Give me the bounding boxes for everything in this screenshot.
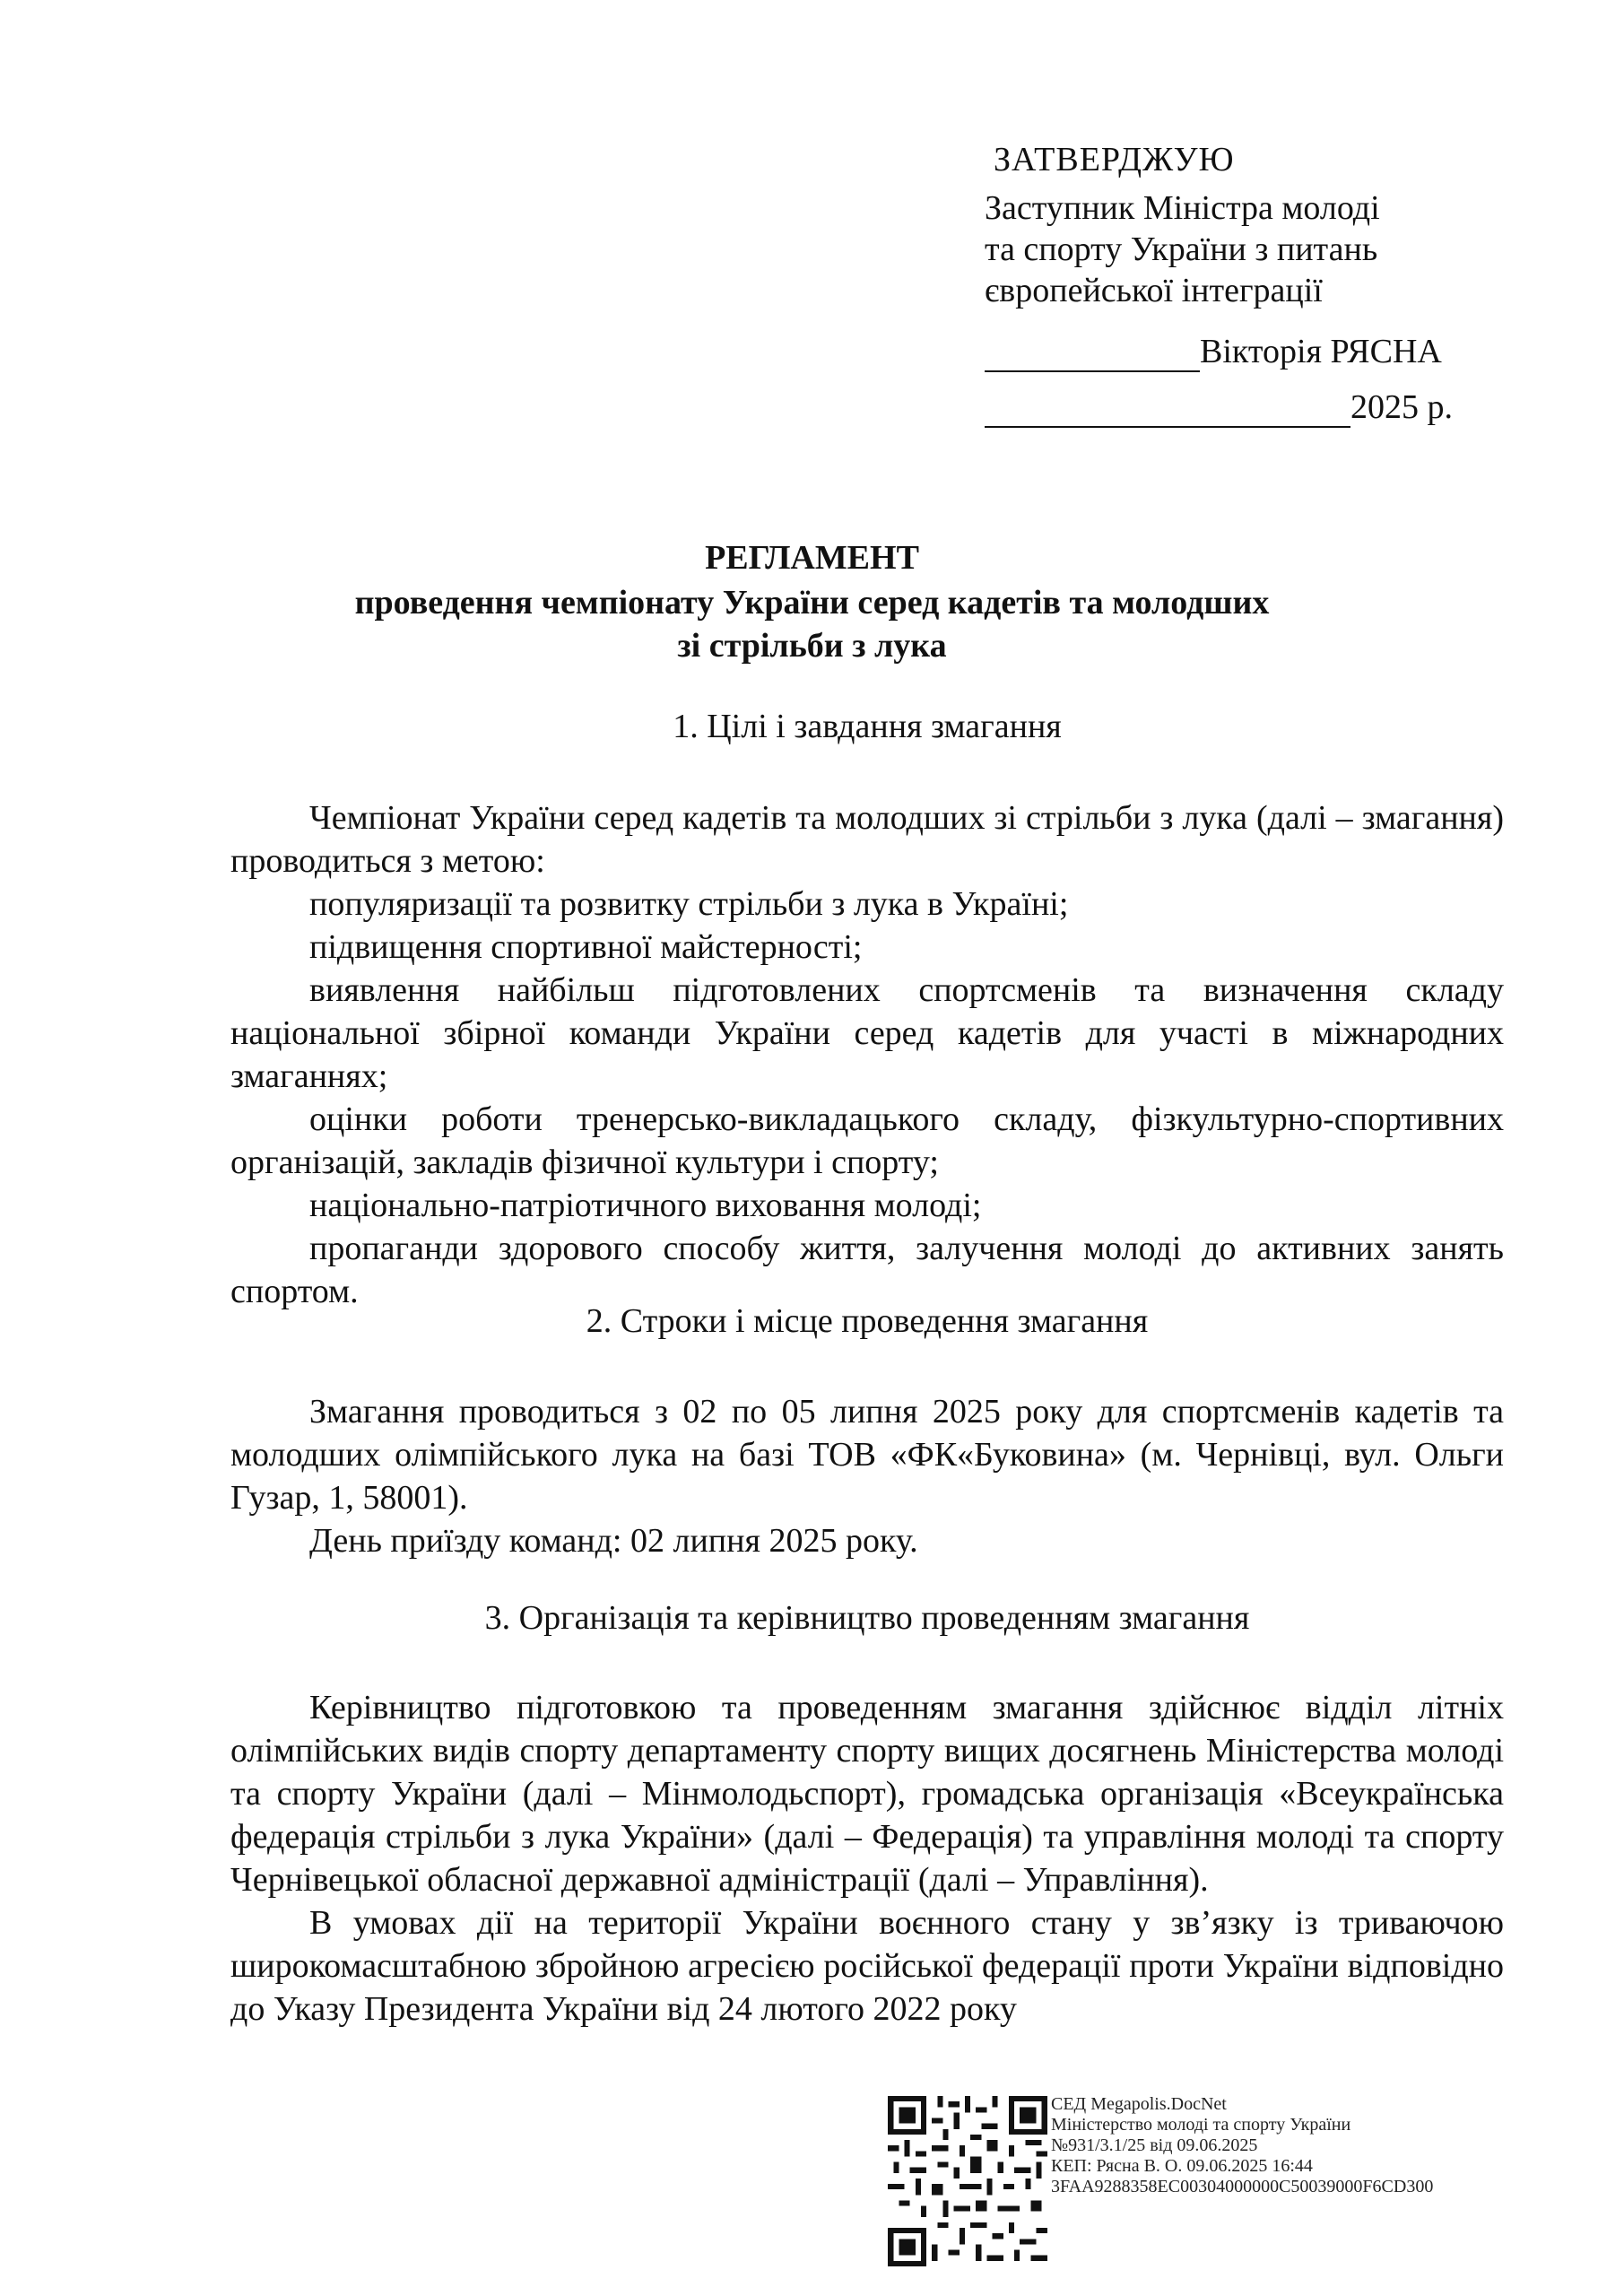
section2-heading: 2. Строки і місце проведення змагання	[586, 1302, 1149, 1340]
signature-line	[985, 331, 1559, 372]
section2-para1: Змагання проводиться з 02 по 05 липня 2025 року для спортсменів кадетів та молодших олімпійського лука на базі ТОВ «ФК«Буковина» (м. Чернівці, вул. Ольги Гузар, 1, 58001).	[230, 1393, 1504, 1517]
edms-signature: КЕП: Рясна В. О. 09.06.2025 16:44	[1051, 2156, 1313, 2176]
edms-certificate-id: 3FAA9288358EC00304000000C50039000F6CD300	[1051, 2177, 1434, 2196]
qr-code-icon	[888, 2096, 1047, 2266]
approval-block	[985, 139, 1559, 428]
section1-item4: оцінки роботи тренерсько-викладацького складу, фізкультурно-спортивних організацій, закладів фізичної культури і спорту;	[230, 1100, 1504, 1181]
section1-item1: популяризації та розвитку стрільби з лука в Україні;	[309, 885, 1069, 923]
signature-blank	[985, 338, 1200, 372]
edms-stamp	[888, 2094, 1533, 2274]
section3-body	[230, 1686, 1504, 2031]
signatory-name: Вікторія РЯСНА	[1200, 333, 1442, 370]
section1-item5: національно-патріотичного виховання молоді;	[309, 1187, 982, 1224]
title-heading: РЕГЛАМЕНТ	[705, 539, 919, 577]
section2-para2: День приїзду команд: 02 липня 2025 року.	[309, 1522, 918, 1560]
date-blank	[985, 394, 1350, 428]
section1-body	[230, 796, 1504, 1313]
approver-position-line1: Заступник Міністра молоді	[985, 189, 1380, 227]
edms-organization: Міністерство молоді та спорту України	[1051, 2115, 1351, 2135]
approval-stamp: ЗАТВЕРДЖУЮ	[994, 141, 1235, 178]
document-title	[0, 536, 1624, 667]
section1-item6: пропаганди здорового способу життя, залучення молоді до активних занять спортом.	[230, 1230, 1504, 1310]
section3-para1: Керівництво підготовкою та проведенням змагання здійснює відділ літніх олімпійських видів спорту департаменту спорту вищих досягнень Міністерства молоді та спорту України (далі – Мінмолодьспорт), громадська організація «Всеукраїнська федерація стрільби з лука України» (далі – Федерація) та управління молоді та спорту Чернівецької обласної державної адміністрації (далі – Управління).	[230, 1689, 1504, 1899]
section3-para2: В умовах дії на території України воєнного стану у зв’язку із триваючою широкомасштабною збройною агресією російської федерації проти України відповідно до Указу Президента України від 24 лютого 2022 року	[230, 1904, 1504, 2028]
title-line3: зі стрільби з лука	[677, 627, 947, 665]
approver-position-line3: європейської інтеграції	[985, 272, 1323, 309]
section2-body	[230, 1390, 1504, 1562]
edms-registration: №931/3.1/25 від 09.06.2025	[1051, 2135, 1258, 2155]
approver-position-line2: та спорту України з питань	[985, 230, 1378, 268]
section3-heading: 3. Організація та керівництво проведенням змагання	[484, 1599, 1250, 1637]
section1-heading: 1. Цілі і завдання змагання	[673, 708, 1062, 745]
section1-item3: виявлення найбільш підготовлених спортсменів та визначення складу національної збірної команди України серед кадетів для участі в міжнародних змаганнях;	[230, 971, 1504, 1095]
edms-stamp-text	[1051, 2094, 1433, 2197]
date-line	[985, 387, 1559, 428]
section1-intro: Чемпіонат України серед кадетів та молодших зі стрільби з лука (далі – змагання) проводиться з метою:	[230, 799, 1504, 880]
section1-item2: підвищення спортивної майстерності;	[309, 928, 863, 966]
title-line2: проведення чемпіонату України серед кадетів та молодших	[354, 584, 1270, 622]
approval-year: 2025 р.	[1350, 388, 1453, 426]
edms-system: СЕД Megapolis.DocNet	[1051, 2094, 1227, 2114]
